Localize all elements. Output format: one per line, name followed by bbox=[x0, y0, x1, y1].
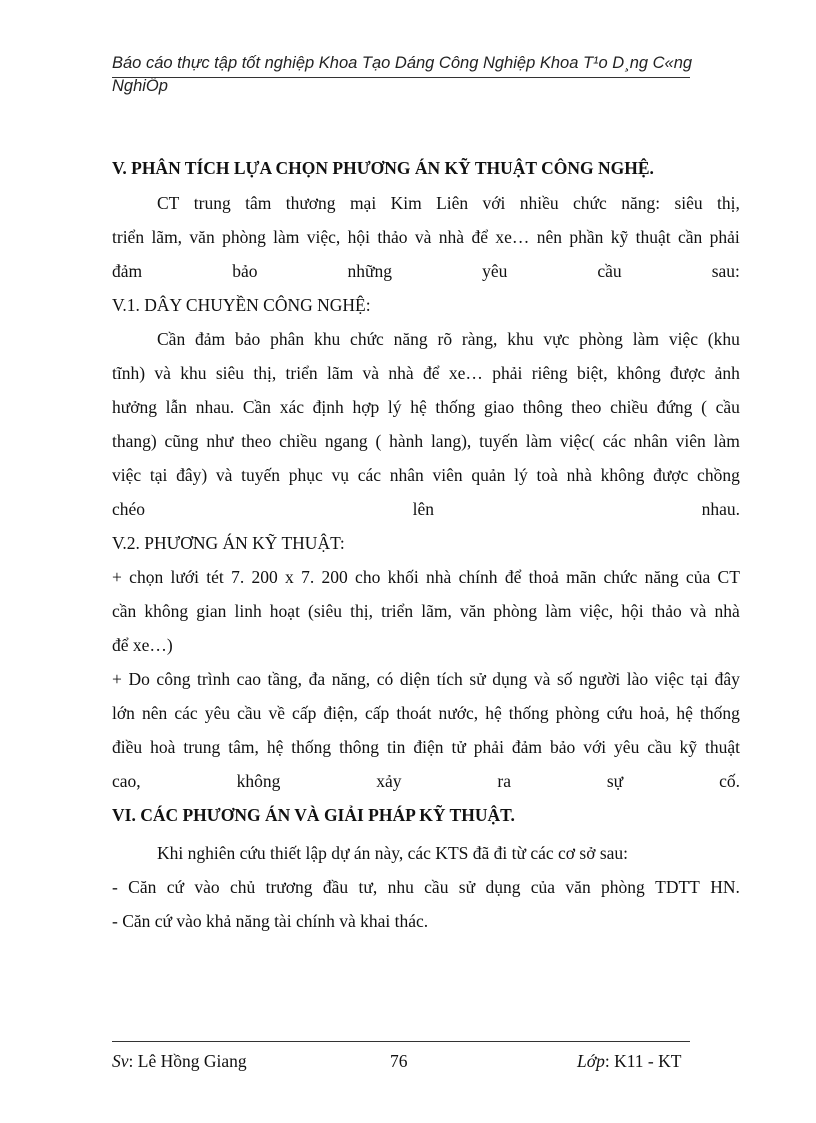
paragraph-line: tĩnh) và khu siêu thị, triển lãm và nhà để xe… phải riêng biệt, không được ảnh bbox=[112, 363, 740, 383]
word: những bbox=[347, 261, 393, 281]
word: không bbox=[236, 771, 281, 791]
section-v-title: V. PHÂN TÍCH LỰA CHỌN PHƯƠNG ÁN KỸ THUẬT CÔNG NGHỆ. bbox=[112, 158, 654, 178]
class-label: Lớp bbox=[577, 1051, 605, 1071]
section-vi-title: VI. CÁC PHƯƠNG ÁN VÀ GIẢI PHÁP KỸ THUẬT. bbox=[112, 805, 515, 825]
paragraph-line: việc tại đây) và tuyến phục vụ các nhân viên quản lý toà nhà không được chồng bbox=[112, 465, 740, 485]
word: ra bbox=[497, 771, 511, 791]
word: cao, bbox=[112, 771, 141, 791]
paragraph-line: + chọn lưới tét 7. 200 x 7. 200 cho khối nhà chính để thoả mãn chức năng của CT bbox=[112, 567, 740, 587]
paragraph-line: để xe…) bbox=[112, 635, 173, 655]
paragraph-line-spread bbox=[112, 499, 740, 520]
word: sau: bbox=[711, 261, 740, 281]
paragraph-line: hưởng lẫn nhau. Cần xác định hợp lý hệ thống giao thông theo chiều đứng ( cầu bbox=[112, 397, 740, 417]
word: chéo bbox=[112, 499, 146, 519]
paragraph-line: triển lãm, văn phòng làm việc, hội thảo và nhà để xe… nên phần kỹ thuật cần phải bbox=[112, 227, 740, 247]
word: cố. bbox=[719, 771, 740, 791]
word: yêu bbox=[482, 261, 508, 281]
paragraph-line: điều hoà trung tâm, hệ thống thông tin điện tử phải đảm bảo với yêu cầu kỹ thuật bbox=[112, 737, 740, 757]
section-v1-title: V.1. DÂY CHUYỀN CÔNG NGHỆ: bbox=[112, 295, 371, 315]
word: bảo bbox=[232, 261, 258, 281]
paragraph-line: thang) cũng như theo chiều ngang ( hành lang), tuyến làm việc( các nhân viên làm bbox=[112, 431, 740, 451]
list-item: - Căn cứ vào chủ trương đầu tư, nhu cầu sử dụng của văn phòng TDTT HN. bbox=[112, 877, 740, 897]
word: nhau. bbox=[701, 499, 740, 519]
page-header bbox=[112, 52, 722, 98]
paragraph-line-spread bbox=[112, 261, 740, 282]
section-v2-title: V.2. PHƯƠNG ÁN KỸ THUẬT: bbox=[112, 533, 345, 553]
paragraph-line: cần không gian linh hoạt (siêu thị, triển lãm, văn phòng làm việc, hội thảo và nhà bbox=[112, 601, 740, 621]
header-rule bbox=[112, 77, 690, 78]
word: xảy bbox=[376, 771, 402, 791]
word: đảm bbox=[112, 261, 143, 281]
class-value: : K11 - KT bbox=[604, 1051, 682, 1071]
footer-rule bbox=[112, 1041, 690, 1042]
word: lên bbox=[412, 499, 435, 519]
author-label: Sv bbox=[112, 1051, 129, 1071]
page-number: 76 bbox=[390, 1051, 408, 1071]
paragraph-line: CT trung tâm thương mại Kim Liên với nhiều chức năng: siêu thị, bbox=[157, 193, 740, 213]
paragraph-line-spread bbox=[112, 771, 740, 792]
paragraph-line: lớn nên các yêu cầu về cấp điện, cấp thoát nước, hệ thống phòng cứu hoả, hệ thống bbox=[112, 703, 740, 723]
footer-author bbox=[112, 1051, 247, 1072]
word: sự bbox=[606, 771, 624, 791]
header-line-2: NghiÖp bbox=[112, 77, 168, 95]
footer-class bbox=[577, 1051, 681, 1072]
author-name: : Lê Hồng Giang bbox=[128, 1051, 247, 1071]
word: cầu bbox=[597, 261, 622, 281]
list-item: - Căn cứ vào khả năng tài chính và khai thác. bbox=[112, 911, 429, 931]
paragraph-line: + Do công trình cao tầng, đa năng, có diện tích sử dụng và số người lào việc tại đây bbox=[112, 669, 740, 689]
paragraph-line: Khi nghiên cứu thiết lập dự án này, các KTS đã đi từ các cơ sở sau: bbox=[157, 843, 629, 863]
header-line-1: Báo cáo thực tập tốt nghiệp Khoa Tạo Dáng Công Nghiệp Khoa T¹o D¸ng C«ng bbox=[112, 54, 693, 72]
paragraph-line: Cần đảm bảo phân khu chức năng rõ ràng, khu vực phòng làm việc (khu bbox=[157, 329, 740, 349]
